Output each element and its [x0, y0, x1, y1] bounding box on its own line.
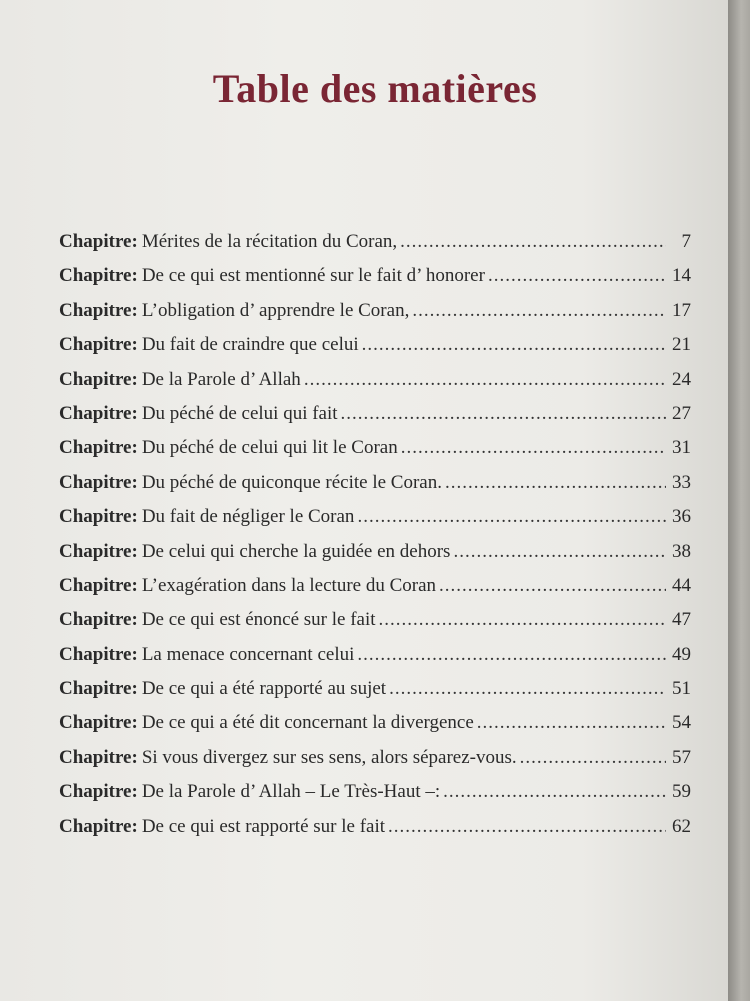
- toc-entry: [59, 369, 691, 403]
- page-number: 14: [672, 265, 691, 287]
- page-number: 49: [672, 643, 691, 665]
- toc-entry: [59, 644, 691, 678]
- chapter-title: De ce qui est rapporté sur le fait: [141, 815, 386, 837]
- chapter-label: Chapitre:: [59, 506, 138, 528]
- page-number: 7: [681, 231, 691, 252]
- page-number: 17: [672, 299, 691, 321]
- chapter-label: Chapitre:: [59, 815, 138, 837]
- toc-entry: [59, 609, 691, 643]
- chapter-title: Du péché de celui qui lit le Coran: [141, 437, 398, 459]
- toc-entry: [59, 781, 691, 815]
- dot-leader: [445, 472, 666, 494]
- chapter-title: L’obligation d’ apprendre le Coran,: [141, 299, 410, 321]
- toc-entry: [59, 231, 691, 265]
- chapter-title: Du fait de négliger le Coran: [141, 506, 355, 528]
- chapter-label: Chapitre:: [59, 643, 138, 665]
- page-number: 62: [672, 815, 691, 837]
- toc-entry: [59, 541, 691, 575]
- chapter-title: La menace concernant celui: [141, 643, 355, 665]
- chapter-label: Chapitre:: [59, 471, 138, 493]
- dot-leader: [453, 541, 666, 563]
- toc-entry: [59, 747, 691, 781]
- page-number: 36: [672, 506, 691, 528]
- chapter-label: Chapitre:: [59, 574, 138, 596]
- chapter-label: Chapitre:: [59, 437, 138, 459]
- chapter-title: Du fait de craindre que celui: [141, 334, 359, 356]
- dot-leader: [401, 437, 666, 459]
- toc-entry: [59, 575, 691, 609]
- chapter-title: L’exagération dans la lecture du Coran: [141, 574, 437, 596]
- chapter-title: De la Parole d’ Allah: [141, 368, 301, 390]
- chapter-label: Chapitre:: [59, 334, 138, 356]
- page-title: Table des matières: [212, 65, 538, 111]
- dot-leader: [439, 575, 666, 597]
- toc-entry: [59, 403, 691, 437]
- page-number: 33: [672, 471, 691, 493]
- chapter-title: De ce qui a été rapporté au sujet: [141, 678, 387, 700]
- chapter-title: Du péché de quiconque récite le Coran.: [141, 471, 442, 493]
- chapter-title: De la Parole d’ Allah – Le Très-Haut –:: [141, 781, 441, 803]
- page-number: 44: [672, 574, 691, 596]
- chapter-title: De celui qui cherche la guidée en dehors: [141, 540, 451, 562]
- chapter-title: De ce qui est énoncé sur le fait: [141, 609, 376, 631]
- dot-leader: [488, 265, 666, 287]
- page-number: 54: [672, 712, 691, 734]
- chapter-title: Si vous divergez sur ses sens, alors séparez-vous.: [141, 746, 517, 768]
- chapter-label: Chapitre:: [59, 368, 138, 390]
- chapter-label: Chapitre:: [59, 540, 138, 562]
- chapter-title: De ce qui a été dit concernant la divergence: [141, 712, 474, 734]
- dot-leader: [357, 506, 666, 528]
- chapter-label: Chapitre:: [59, 299, 138, 321]
- chapter-label: Chapitre:: [59, 265, 138, 287]
- page-number: 51: [672, 678, 691, 700]
- page-number: 38: [672, 540, 691, 562]
- page-number: 21: [672, 334, 691, 356]
- toc-entry: [59, 506, 691, 540]
- chapter-label: Chapitre:: [59, 746, 138, 768]
- chapter-title: Mérites de la récitation du Coran,: [141, 231, 398, 252]
- page-number: 27: [672, 402, 691, 424]
- toc-entry: [59, 334, 691, 368]
- dot-leader: [412, 300, 666, 322]
- toc-entry: [59, 816, 691, 850]
- dot-leader: [389, 678, 666, 700]
- toc-entry: [59, 437, 691, 471]
- dot-leader: [362, 334, 666, 356]
- chapter-label: Chapitre:: [59, 781, 138, 803]
- page-number: 24: [672, 368, 691, 390]
- dot-leader: [400, 231, 666, 253]
- dot-leader: [379, 609, 666, 631]
- toc-entry: [59, 678, 691, 712]
- page-number: 57: [672, 746, 691, 768]
- chapter-label: Chapitre:: [59, 402, 138, 424]
- toc-entry: [59, 472, 691, 506]
- page-number: 47: [672, 609, 691, 631]
- page-number: 59: [672, 781, 691, 803]
- toc-entry: [59, 265, 691, 299]
- chapter-label: Chapitre:: [59, 678, 138, 700]
- dot-leader: [477, 712, 666, 734]
- dot-leader: [443, 781, 666, 803]
- chapter-label: Chapitre:: [59, 609, 138, 631]
- chapter-label: Chapitre:: [59, 231, 138, 252]
- table-of-contents: [59, 231, 691, 850]
- page-edge: [728, 0, 750, 1001]
- dot-leader: [341, 403, 666, 425]
- dot-leader: [520, 747, 666, 769]
- chapter-label: Chapitre:: [59, 712, 138, 734]
- dot-leader: [304, 369, 666, 391]
- chapter-title: Du péché de celui qui fait: [141, 402, 338, 424]
- dot-leader: [357, 644, 666, 666]
- dot-leader: [388, 816, 666, 838]
- toc-entry: [59, 300, 691, 334]
- toc-entry: [59, 712, 691, 746]
- chapter-title: De ce qui est mentionné sur le fait d’ honorer: [141, 265, 485, 287]
- page-number: 31: [672, 437, 691, 459]
